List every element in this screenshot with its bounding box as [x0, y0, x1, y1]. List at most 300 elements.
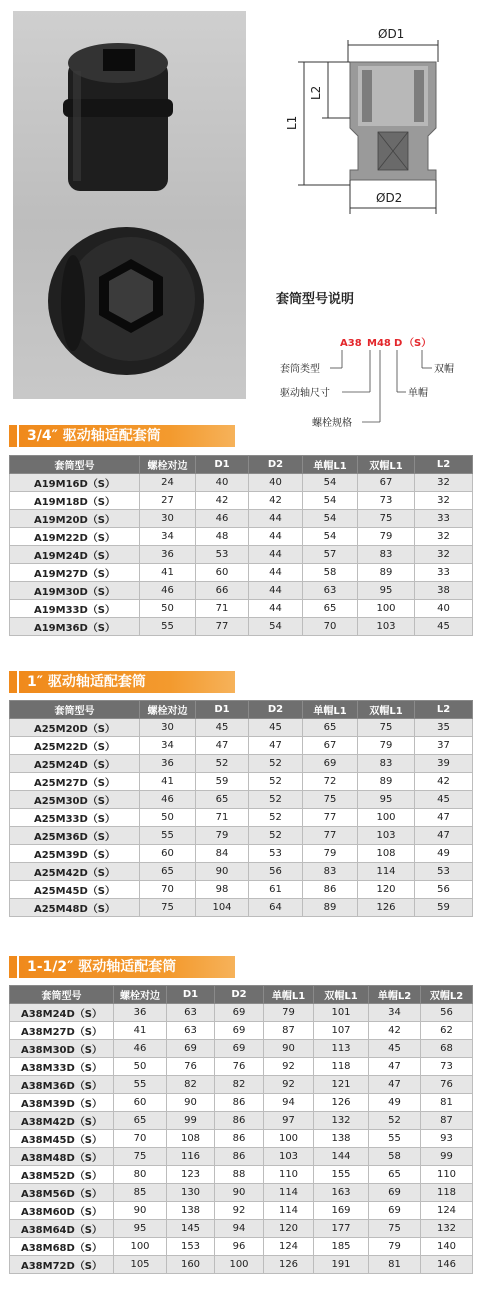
value-cell: 96 [215, 1238, 264, 1256]
value-cell: 84 [196, 845, 249, 863]
value-cell: 41 [140, 773, 196, 791]
value-cell: 132 [314, 1112, 369, 1130]
value-cell: 47 [415, 809, 473, 827]
table-row [10, 474, 473, 492]
value-cell: 69 [215, 1004, 264, 1022]
model-cell: A25M22D（S） [10, 737, 140, 755]
table-row [10, 827, 473, 845]
value-cell: 83 [358, 755, 415, 773]
value-cell: 55 [140, 618, 196, 636]
value-cell: 118 [314, 1058, 369, 1076]
model-cell: A38M30D（S） [10, 1040, 114, 1058]
table-header-row [10, 986, 473, 1004]
model-explain-title: 套筒型号说明 [276, 292, 355, 307]
model-cell: A19M36D（S） [10, 618, 140, 636]
socket-hex-view [48, 227, 204, 375]
value-cell: 81 [421, 1094, 473, 1112]
value-cell: 54 [303, 528, 358, 546]
column-header: 套筒型号 [10, 456, 140, 474]
value-cell: 103 [358, 827, 415, 845]
code-m: M48 [367, 338, 391, 349]
value-cell: 79 [303, 845, 358, 863]
value-cell: 50 [140, 809, 196, 827]
d1-label: ØD1 [378, 27, 405, 41]
table-row [10, 719, 473, 737]
model-cell: A25M24D（S） [10, 755, 140, 773]
value-cell: 53 [415, 863, 473, 881]
value-cell: 89 [358, 564, 415, 582]
value-cell: 90 [215, 1184, 264, 1202]
value-cell: 76 [167, 1058, 215, 1076]
value-cell: 89 [358, 773, 415, 791]
model-cell: A25M33D（S） [10, 809, 140, 827]
value-cell: 75 [114, 1148, 167, 1166]
model-cell: A19M20D（S） [10, 510, 140, 528]
section-accent-bar [9, 425, 17, 447]
value-cell: 69 [215, 1022, 264, 1040]
value-cell: 103 [264, 1148, 314, 1166]
label-socket-type: 套筒类型 [280, 364, 320, 375]
column-header: D1 [196, 456, 249, 474]
value-cell: 70 [140, 881, 196, 899]
value-cell: 45 [196, 719, 249, 737]
value-cell: 47 [196, 737, 249, 755]
value-cell: 41 [114, 1022, 167, 1040]
value-cell: 79 [369, 1238, 421, 1256]
value-cell: 27 [140, 492, 196, 510]
value-cell: 69 [167, 1040, 215, 1058]
section-title: 3/4″ 驱动轴适配套筒 [19, 425, 235, 447]
value-cell: 79 [358, 737, 415, 755]
value-cell: 38 [415, 582, 473, 600]
value-cell: 46 [140, 791, 196, 809]
value-cell: 146 [421, 1256, 473, 1274]
column-header: 单帽L1 [303, 456, 358, 474]
value-cell: 86 [215, 1094, 264, 1112]
value-cell: 99 [167, 1112, 215, 1130]
value-cell: 56 [415, 881, 473, 899]
model-cell: A25M36D（S） [10, 827, 140, 845]
table-row [10, 881, 473, 899]
value-cell: 56 [421, 1004, 473, 1022]
dimension-diagram [278, 20, 468, 220]
value-cell: 47 [249, 737, 303, 755]
table-row [10, 899, 473, 917]
column-header: D1 [196, 701, 249, 719]
column-header: 单帽L2 [369, 986, 421, 1004]
value-cell: 75 [369, 1220, 421, 1238]
value-cell: 191 [314, 1256, 369, 1274]
value-cell: 59 [196, 773, 249, 791]
value-cell: 80 [114, 1166, 167, 1184]
value-cell: 32 [415, 474, 473, 492]
value-cell: 66 [196, 582, 249, 600]
value-cell: 75 [303, 791, 358, 809]
value-cell: 108 [358, 845, 415, 863]
value-cell: 32 [415, 492, 473, 510]
value-cell: 130 [167, 1184, 215, 1202]
table-row [10, 755, 473, 773]
value-cell: 65 [114, 1112, 167, 1130]
value-cell: 92 [264, 1076, 314, 1094]
table-row [10, 1166, 473, 1184]
column-header: 螺栓对边 [114, 986, 167, 1004]
value-cell: 54 [303, 492, 358, 510]
value-cell: 59 [415, 899, 473, 917]
value-cell: 94 [215, 1220, 264, 1238]
value-cell: 93 [421, 1130, 473, 1148]
model-cell: A38M42D（S） [10, 1112, 114, 1130]
table-row [10, 845, 473, 863]
column-header: D2 [249, 701, 303, 719]
value-cell: 100 [215, 1256, 264, 1274]
value-cell: 36 [114, 1004, 167, 1022]
value-cell: 44 [249, 510, 303, 528]
value-cell: 124 [421, 1202, 473, 1220]
value-cell: 120 [358, 881, 415, 899]
model-cell: A38M45D（S） [10, 1130, 114, 1148]
model-cell: A19M27D（S） [10, 564, 140, 582]
value-cell: 95 [358, 791, 415, 809]
value-cell: 63 [167, 1022, 215, 1040]
value-cell: 46 [196, 510, 249, 528]
value-cell: 47 [369, 1076, 421, 1094]
value-cell: 67 [303, 737, 358, 755]
value-cell: 108 [167, 1130, 215, 1148]
value-cell: 60 [114, 1094, 167, 1112]
table-header-row [10, 701, 473, 719]
value-cell: 44 [249, 546, 303, 564]
column-header: D2 [215, 986, 264, 1004]
column-header: 套筒型号 [10, 986, 114, 1004]
model-cell: A38M48D（S） [10, 1148, 114, 1166]
table-row [10, 582, 473, 600]
value-cell: 123 [167, 1166, 215, 1184]
table-row [10, 564, 473, 582]
value-cell: 85 [114, 1184, 167, 1202]
value-cell: 42 [369, 1022, 421, 1040]
value-cell: 86 [215, 1112, 264, 1130]
model-cell: A25M42D（S） [10, 863, 140, 881]
value-cell: 77 [196, 618, 249, 636]
value-cell: 140 [421, 1238, 473, 1256]
value-cell: 63 [167, 1004, 215, 1022]
value-cell: 95 [358, 582, 415, 600]
value-cell: 114 [358, 863, 415, 881]
value-cell: 97 [264, 1112, 314, 1130]
spec-table-1-1-2 [9, 985, 473, 1274]
value-cell: 124 [264, 1238, 314, 1256]
column-header: 单帽L1 [303, 701, 358, 719]
value-cell: 87 [421, 1112, 473, 1130]
table-header-row [10, 456, 473, 474]
value-cell: 155 [314, 1166, 369, 1184]
value-cell: 69 [369, 1202, 421, 1220]
product-photo [13, 11, 246, 399]
value-cell: 35 [415, 719, 473, 737]
table-row [10, 510, 473, 528]
column-header: 双帽L1 [358, 456, 415, 474]
value-cell: 86 [303, 881, 358, 899]
value-cell: 40 [196, 474, 249, 492]
table-row [10, 546, 473, 564]
value-cell: 62 [421, 1022, 473, 1040]
value-cell: 54 [249, 618, 303, 636]
value-cell: 42 [415, 773, 473, 791]
value-cell: 44 [249, 528, 303, 546]
value-cell: 34 [140, 528, 196, 546]
table-row [10, 528, 473, 546]
value-cell: 71 [196, 809, 249, 827]
model-cell: A19M33D（S） [10, 600, 140, 618]
value-cell: 49 [415, 845, 473, 863]
column-header: 单帽L1 [264, 986, 314, 1004]
value-cell: 73 [421, 1058, 473, 1076]
value-cell: 52 [369, 1112, 421, 1130]
value-cell: 83 [358, 546, 415, 564]
value-cell: 75 [358, 719, 415, 737]
column-header: D2 [249, 456, 303, 474]
value-cell: 55 [369, 1130, 421, 1148]
value-cell: 65 [196, 791, 249, 809]
table-row [10, 1004, 473, 1022]
value-cell: 41 [140, 564, 196, 582]
value-cell: 81 [369, 1256, 421, 1274]
value-cell: 79 [196, 827, 249, 845]
model-cell: A19M22D（S） [10, 528, 140, 546]
value-cell: 121 [314, 1076, 369, 1094]
code-a: A38 [340, 338, 362, 349]
value-cell: 64 [249, 899, 303, 917]
value-cell: 53 [196, 546, 249, 564]
value-cell: 77 [303, 809, 358, 827]
value-cell: 69 [303, 755, 358, 773]
table-row [10, 791, 473, 809]
value-cell: 71 [196, 600, 249, 618]
value-cell: 61 [249, 881, 303, 899]
value-cell: 67 [358, 474, 415, 492]
model-cell: A38M68D（S） [10, 1238, 114, 1256]
section-title: 1-1/2″ 驱动轴适配套筒 [19, 956, 235, 978]
model-cell: A25M48D（S） [10, 899, 140, 917]
value-cell: 52 [249, 773, 303, 791]
value-cell: 89 [303, 899, 358, 917]
section-title: 1″ 驱动轴适配套筒 [19, 671, 235, 693]
value-cell: 65 [369, 1166, 421, 1184]
value-cell: 100 [114, 1238, 167, 1256]
section-header-1-1-2 [9, 956, 234, 978]
section-accent-bar [9, 671, 17, 693]
value-cell: 120 [264, 1220, 314, 1238]
value-cell: 45 [249, 719, 303, 737]
table-row [10, 600, 473, 618]
table-row [10, 1076, 473, 1094]
model-cell: A25M39D（S） [10, 845, 140, 863]
value-cell: 55 [140, 827, 196, 845]
value-cell: 98 [196, 881, 249, 899]
value-cell: 92 [264, 1058, 314, 1076]
value-cell: 83 [303, 863, 358, 881]
column-header: 套筒型号 [10, 701, 140, 719]
value-cell: 44 [249, 600, 303, 618]
value-cell: 54 [303, 474, 358, 492]
value-cell: 37 [415, 737, 473, 755]
column-header: 双帽L1 [314, 986, 369, 1004]
value-cell: 30 [140, 719, 196, 737]
value-cell: 44 [249, 582, 303, 600]
value-cell: 138 [314, 1130, 369, 1148]
value-cell: 138 [167, 1202, 215, 1220]
table-row [10, 737, 473, 755]
value-cell: 94 [264, 1094, 314, 1112]
table-row [10, 1202, 473, 1220]
model-cell: A19M18D（S） [10, 492, 140, 510]
value-cell: 79 [358, 528, 415, 546]
value-cell: 65 [303, 719, 358, 737]
value-cell: 90 [264, 1040, 314, 1058]
section-header-3-4 [9, 425, 234, 447]
value-cell: 68 [421, 1040, 473, 1058]
column-header: 双帽L1 [358, 701, 415, 719]
value-cell: 99 [421, 1148, 473, 1166]
value-cell: 46 [140, 582, 196, 600]
model-cell: A25M45D（S） [10, 881, 140, 899]
value-cell: 24 [140, 474, 196, 492]
value-cell: 105 [114, 1256, 167, 1274]
value-cell: 47 [369, 1058, 421, 1076]
value-cell: 104 [196, 899, 249, 917]
value-cell: 90 [167, 1094, 215, 1112]
value-cell: 87 [264, 1022, 314, 1040]
value-cell: 52 [249, 827, 303, 845]
label-drive-size: 驱动轴尺寸 [280, 388, 330, 399]
table-row [10, 773, 473, 791]
value-cell: 52 [196, 755, 249, 773]
code-d: D [394, 338, 403, 349]
value-cell: 100 [264, 1130, 314, 1148]
value-cell: 70 [114, 1130, 167, 1148]
table-row [10, 1022, 473, 1040]
value-cell: 73 [358, 492, 415, 510]
value-cell: 145 [167, 1220, 215, 1238]
value-cell: 34 [140, 737, 196, 755]
value-cell: 144 [314, 1148, 369, 1166]
value-cell: 107 [314, 1022, 369, 1040]
value-cell: 185 [314, 1238, 369, 1256]
value-cell: 82 [167, 1076, 215, 1094]
value-cell: 53 [249, 845, 303, 863]
model-cell: A38M72D（S） [10, 1256, 114, 1274]
table-row [10, 1220, 473, 1238]
model-cell: A25M27D（S） [10, 773, 140, 791]
value-cell: 169 [314, 1202, 369, 1220]
value-cell: 63 [303, 582, 358, 600]
model-cell: A25M30D（S） [10, 791, 140, 809]
value-cell: 44 [249, 564, 303, 582]
value-cell: 33 [415, 564, 473, 582]
value-cell: 76 [421, 1076, 473, 1094]
label-bolt-spec: 螺栓规格 [312, 418, 352, 429]
spec-table-1 [9, 700, 473, 917]
value-cell: 101 [314, 1004, 369, 1022]
value-cell: 40 [415, 600, 473, 618]
value-cell: 132 [421, 1220, 473, 1238]
value-cell: 75 [358, 510, 415, 528]
column-header: L2 [415, 701, 473, 719]
socket-photo-illustration [13, 11, 246, 399]
value-cell: 48 [196, 528, 249, 546]
code-s: （S） [404, 338, 432, 349]
model-cell: A38M64D（S） [10, 1220, 114, 1238]
value-cell: 88 [215, 1166, 264, 1184]
section-accent-bar [9, 956, 17, 978]
model-cell: A38M33D（S） [10, 1058, 114, 1076]
value-cell: 45 [415, 618, 473, 636]
value-cell: 177 [314, 1220, 369, 1238]
l2-label: L2 [309, 85, 323, 100]
table-row [10, 1058, 473, 1076]
value-cell: 39 [415, 755, 473, 773]
model-cell: A19M30D（S） [10, 582, 140, 600]
model-cell: A38M52D（S） [10, 1166, 114, 1184]
value-cell: 30 [140, 510, 196, 528]
table-row [10, 1130, 473, 1148]
value-cell: 103 [358, 618, 415, 636]
value-cell: 40 [249, 474, 303, 492]
table-row [10, 863, 473, 881]
value-cell: 52 [249, 791, 303, 809]
value-cell: 54 [303, 510, 358, 528]
model-cell: A38M60D（S） [10, 1202, 114, 1220]
column-header: 双帽L2 [421, 986, 473, 1004]
table-row [10, 1094, 473, 1112]
table-row [10, 809, 473, 827]
value-cell: 49 [369, 1094, 421, 1112]
model-cell: A38M24D（S） [10, 1004, 114, 1022]
value-cell: 75 [140, 899, 196, 917]
value-cell: 79 [264, 1004, 314, 1022]
value-cell: 100 [358, 809, 415, 827]
spec-table-3-4 [9, 455, 473, 636]
model-cell: A38M56D（S） [10, 1184, 114, 1202]
value-cell: 47 [415, 827, 473, 845]
value-cell: 36 [140, 546, 196, 564]
value-cell: 58 [303, 564, 358, 582]
value-cell: 56 [249, 863, 303, 881]
model-cell: A38M39D（S） [10, 1094, 114, 1112]
value-cell: 70 [303, 618, 358, 636]
value-cell: 45 [415, 791, 473, 809]
table-row [10, 1040, 473, 1058]
value-cell: 69 [215, 1040, 264, 1058]
model-cell: A38M27D（S） [10, 1022, 114, 1040]
value-cell: 90 [196, 863, 249, 881]
value-cell: 114 [264, 1202, 314, 1220]
column-header: 螺栓对边 [140, 701, 196, 719]
value-cell: 34 [369, 1004, 421, 1022]
value-cell: 32 [415, 528, 473, 546]
socket-square-drive [63, 43, 173, 191]
column-header: 螺栓对边 [140, 456, 196, 474]
value-cell: 82 [215, 1076, 264, 1094]
value-cell: 65 [140, 863, 196, 881]
value-cell: 45 [369, 1040, 421, 1058]
label-double-cap: 双帽 [434, 364, 454, 375]
value-cell: 110 [421, 1166, 473, 1184]
value-cell: 57 [303, 546, 358, 564]
value-cell: 32 [415, 546, 473, 564]
value-cell: 60 [140, 845, 196, 863]
